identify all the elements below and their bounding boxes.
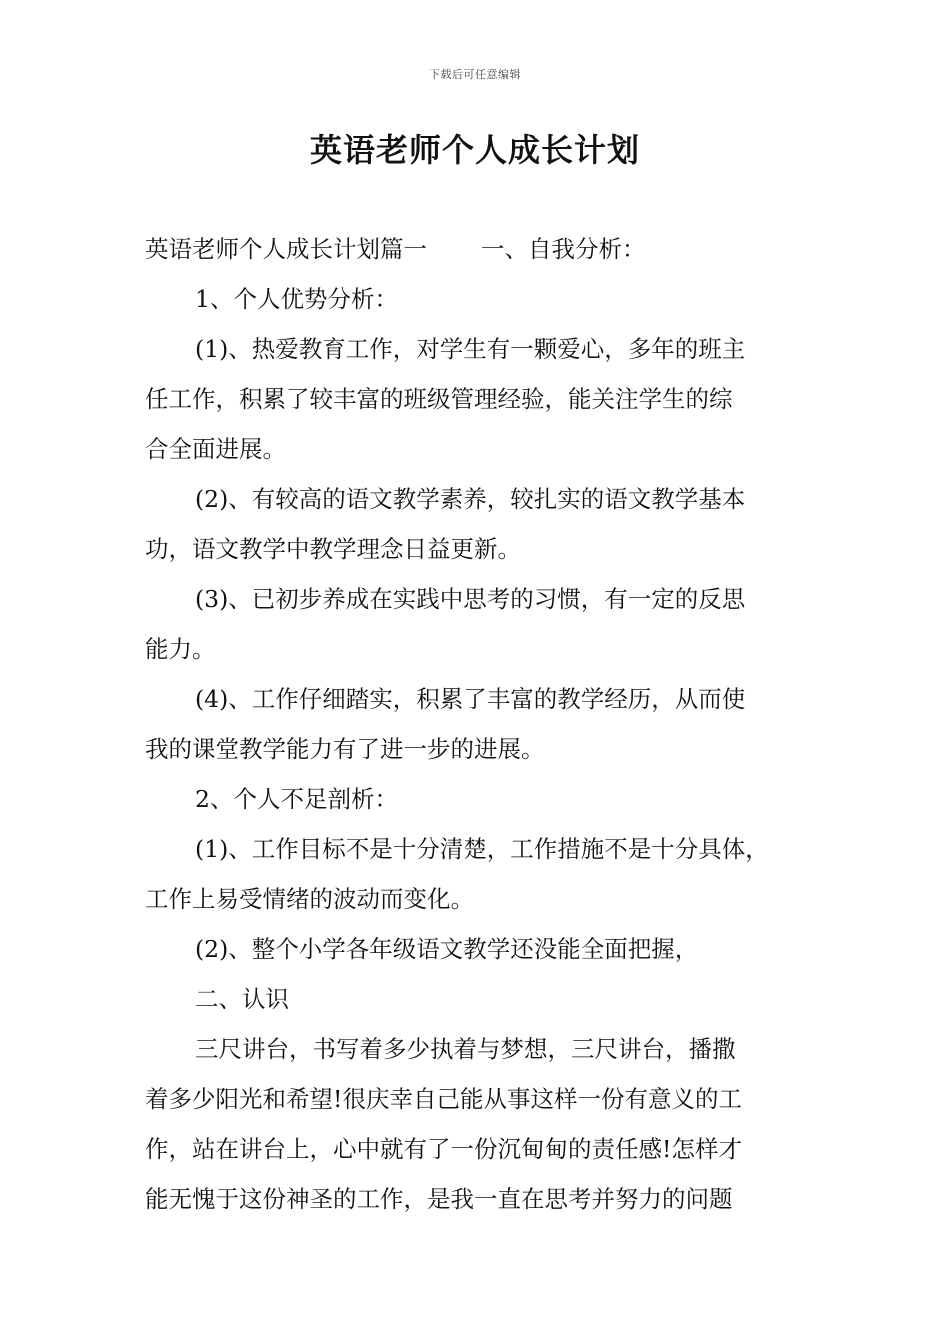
paragraph-line: 功，语文教学中教学理念日益更新。 xyxy=(145,535,521,563)
document-title: 英语老师个人成长计划 xyxy=(309,131,640,169)
paragraph-line: (1)、工作目标不是十分清楚，工作措施不是十分具体， xyxy=(195,835,769,863)
subheading-strengths: 1、个人优势分析： xyxy=(195,285,398,313)
paragraph-line: 任工作，积累了较丰富的班级管理经验，能关注学生的综 xyxy=(145,385,733,413)
document-body xyxy=(145,224,810,1224)
paragraph-line: (4)、工作仔细踏实，积累了丰富的教学经历，从而使 xyxy=(195,685,746,713)
header-note: 下载后可任意编辑 xyxy=(429,68,521,81)
paragraph-line: 我的课堂教学能力有了进一步的进展。 xyxy=(145,735,545,763)
paragraph-line: 能无愧于这份神圣的工作，是我一直在思考并努力的问题 xyxy=(145,1185,733,1213)
paragraph-line: 作，站在讲台上，心中就有了一份沉甸甸的责任感!怎样才 xyxy=(145,1135,742,1163)
section-heading-understanding: 二、认识 xyxy=(195,985,289,1013)
subheading-weaknesses: 2、个人不足剖析： xyxy=(195,785,398,813)
paragraph-line: 三尺讲台，书写着多少执着与梦想，三尺讲台，播撒 xyxy=(195,1035,736,1063)
section-heading-line xyxy=(145,224,810,274)
paragraph-line: (1)、热爱教育工作，对学生有一颗爱心，多年的班主 xyxy=(195,335,746,363)
paragraph-line: 工作上易受情绪的波动而变化。 xyxy=(145,885,474,913)
paragraph-line: 合全面进展。 xyxy=(145,435,286,463)
paragraph-line: (2)、有较高的语文教学素养，较扎实的语文教学基本 xyxy=(195,485,746,513)
article-part-label: 英语老师个人成长计划篇一 xyxy=(145,235,427,263)
paragraph-line: (3)、已初步养成在实践中思考的习惯，有一定的反思 xyxy=(195,585,746,613)
paragraph-line: 能力。 xyxy=(145,635,216,663)
paragraph-line: 着多少阳光和希望!很庆幸自己能从事这样一份有意义的工 xyxy=(145,1085,742,1113)
section-heading: 一、自我分析： xyxy=(481,235,646,263)
paragraph-line: (2)、整个小学各年级语文教学还没能全面把握， xyxy=(195,935,699,963)
